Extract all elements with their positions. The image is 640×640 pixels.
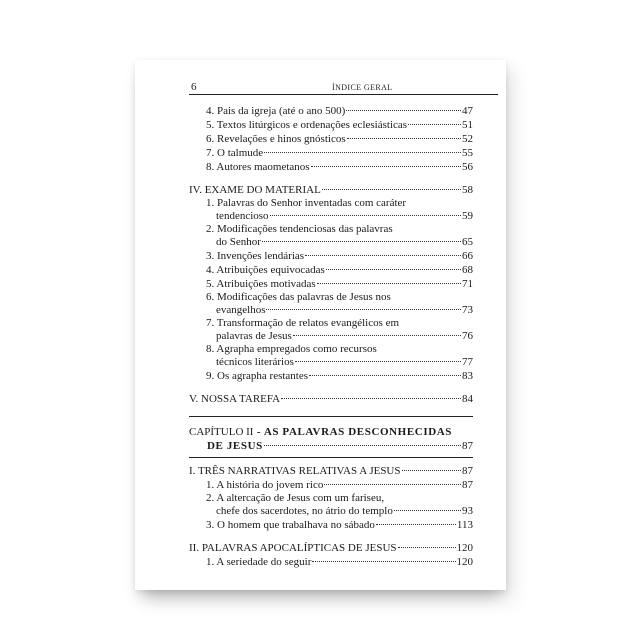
toc-entry: técnicos literários 77 <box>216 356 473 368</box>
toc-entry-line: 8. Agrapha empregados como recursos <box>206 343 377 355</box>
toc-entry-line: 7. Transformação de relatos evangélicos em <box>206 317 400 329</box>
book-page <box>135 60 506 590</box>
toc-entry: 1. A seriedade do seguir 120 <box>206 556 473 568</box>
toc-entry-line: 2. Modificações tendenciosas das palavras <box>206 223 393 235</box>
toc-entry-line: 6. Modificações das palavras de Jesus nos <box>206 291 391 303</box>
page-header <box>189 80 498 95</box>
toc-entry: 5. Textos litúrgicos e ordenações eclesiásticas 51 <box>206 119 473 131</box>
toc-entry: do Senhor 65 <box>216 236 473 248</box>
toc-section-heading: I. TRÊS NARRATIVAS RELATIVAS A JESUS 87 <box>189 465 473 477</box>
chapter-heading: CAPÍTULO II - AS PALAVRAS DESCONHECIDAS <box>189 426 453 438</box>
toc-entry-line: 1. Palavras do Senhor inventadas com caráter <box>206 197 407 209</box>
toc-entry: evangelhos 73 <box>216 304 473 316</box>
toc-entry: chefe dos sacerdotes, no átrio do templo 93 <box>216 505 473 517</box>
toc-entry: 7. O talmude 55 <box>206 147 473 159</box>
toc-entry: 6. Revelações e hinos gnósticos 52 <box>206 133 473 145</box>
chapter-heading-continued: DE JESUS 87 <box>207 440 473 452</box>
toc-entry: 1. A história do jovem rico 87 <box>206 479 473 491</box>
table-of-contents <box>189 104 473 569</box>
toc-entry: tendencioso 59 <box>216 210 473 222</box>
toc-entry: 4. Pais da igreja (até o ano 500) 47 <box>206 105 473 117</box>
toc-section-heading: II. PALAVRAS APOCALÍPTICAS DE JESUS 120 <box>189 542 473 554</box>
toc-entry: 9. Os agrapha restantes 83 <box>206 370 473 382</box>
toc-entry: palavras de Jesus 76 <box>216 330 473 342</box>
page-number: 6 <box>191 81 197 93</box>
toc-section-heading: V. NOSSA TAREFA 84 <box>189 393 473 405</box>
toc-entry: 3. O homem que trabalhava no sábado 113 <box>206 519 473 531</box>
toc-entry: 5. Atribuições motivadas 71 <box>206 278 473 290</box>
running-title: ÍNDICE GERAL <box>332 83 393 92</box>
toc-entry: 8. Autores maometanos 56 <box>206 161 473 173</box>
toc-section-heading: IV. EXAME DO MATERIAL 58 <box>189 184 473 196</box>
toc-entry: 4. Atribuições equivocadas 68 <box>206 264 473 276</box>
toc-entry: 3. Invenções lendárias 66 <box>206 250 473 262</box>
toc-entry-line: 2. A altercação de Jesus com um fariseu, <box>206 492 385 504</box>
